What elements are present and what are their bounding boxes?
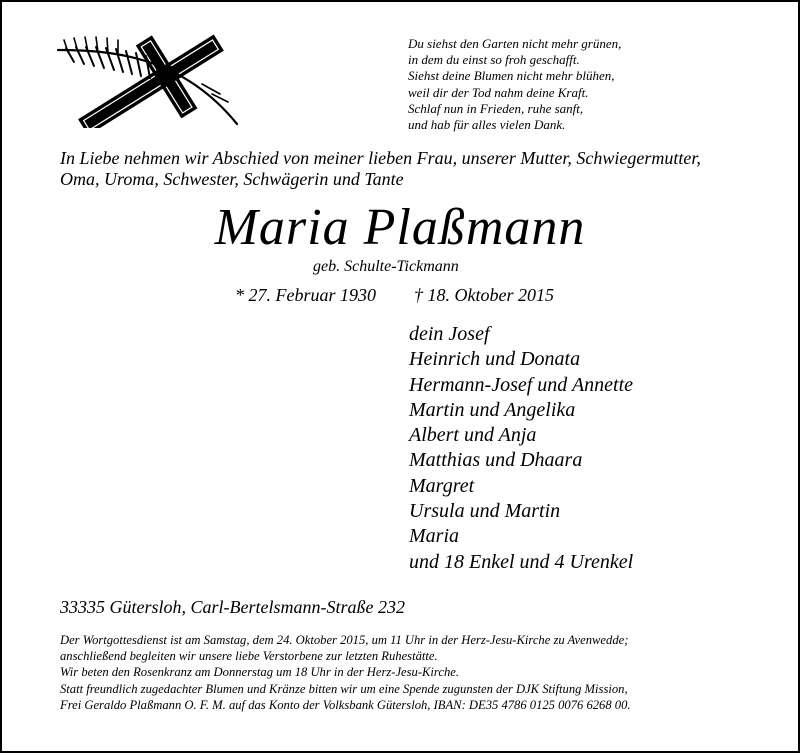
list-item: Albert und Anja bbox=[409, 424, 537, 447]
list-item: und 18 Enkel und 4 Urenkel bbox=[409, 550, 634, 573]
life-dates bbox=[235, 284, 554, 306]
list-item: Maria bbox=[409, 525, 459, 548]
memorial-poem bbox=[408, 36, 621, 133]
list-item: Matthias und Dhaara bbox=[409, 449, 583, 472]
list-item: Hermann-Josef und Annette bbox=[409, 373, 634, 396]
farewell-intro bbox=[60, 148, 760, 190]
poem-line: Siehst deine Blumen nicht mehr blühen, bbox=[408, 68, 615, 84]
poem-line: Schlaf nun in Frieden, ruhe sanft, bbox=[408, 100, 584, 116]
list-item: dein Josef bbox=[409, 323, 490, 345]
list-item: Margret bbox=[409, 474, 475, 497]
maiden-name: geb. Schulte-Tickmann bbox=[313, 258, 459, 275]
cross-with-palm-branch-icon bbox=[52, 28, 252, 128]
intro-line: In Liebe nehmen wir Abschied von meiner lieben Frau, unserer Mutter, Schwiegermutter, bbox=[60, 148, 701, 168]
intro-line: Oma, Uroma, Schwester, Schwägerin und Tante bbox=[60, 169, 404, 189]
poem-line: in dem du einst so froh geschafft. bbox=[408, 52, 580, 68]
deceased-name: Maria Plaßmann bbox=[214, 199, 586, 256]
birth-date: * 27. Februar 1930 bbox=[235, 285, 376, 305]
poem-line: und hab für alles vielen Dank. bbox=[408, 117, 566, 133]
list-item: Ursula und Martin bbox=[409, 500, 561, 523]
service-info-line: Der Wortgottesdienst ist am Samstag, dem 24. Oktober 2015, um 11 Uhr in der Herz-Jesu-Kirche zu Avenwedde; bbox=[60, 633, 629, 647]
mourners-list bbox=[409, 322, 633, 575]
service-info-line: anschließend begleiten wir unsere liebe Verstorbene zur letzten Ruhestätte. bbox=[60, 649, 438, 664]
list-item: Heinrich und Donata bbox=[409, 348, 581, 371]
donation-info-line: Statt freundlich zugedachter Blumen und Kränze bitten wir um eine Spende zugunsten der DJK Stiftung Mission, bbox=[60, 681, 628, 696]
family-address: 33335 Gütersloh, Carl-Bertelsmann-Straße 232 bbox=[60, 597, 405, 617]
poem-line: weil dir der Tod nahm deine Kraft. bbox=[408, 84, 589, 100]
funeral-notes bbox=[60, 633, 760, 714]
rosary-info: Wir beten den Rosenkranz am Donnerstag um 18 Uhr in der Herz-Jesu-Kirche. bbox=[60, 665, 459, 680]
poem-line: Du siehst den Garten nicht mehr grünen, bbox=[408, 36, 622, 51]
death-date: † 18. Oktober 2015 bbox=[414, 285, 554, 305]
list-item: Martin und Angelika bbox=[409, 398, 576, 421]
donation-info-line: Frei Geraldo Plaßmann O. F. M. auf das Konto der Volksbank Gütersloh, IBAN: DE35 4786 0125 0076 6268 00. bbox=[60, 697, 631, 712]
